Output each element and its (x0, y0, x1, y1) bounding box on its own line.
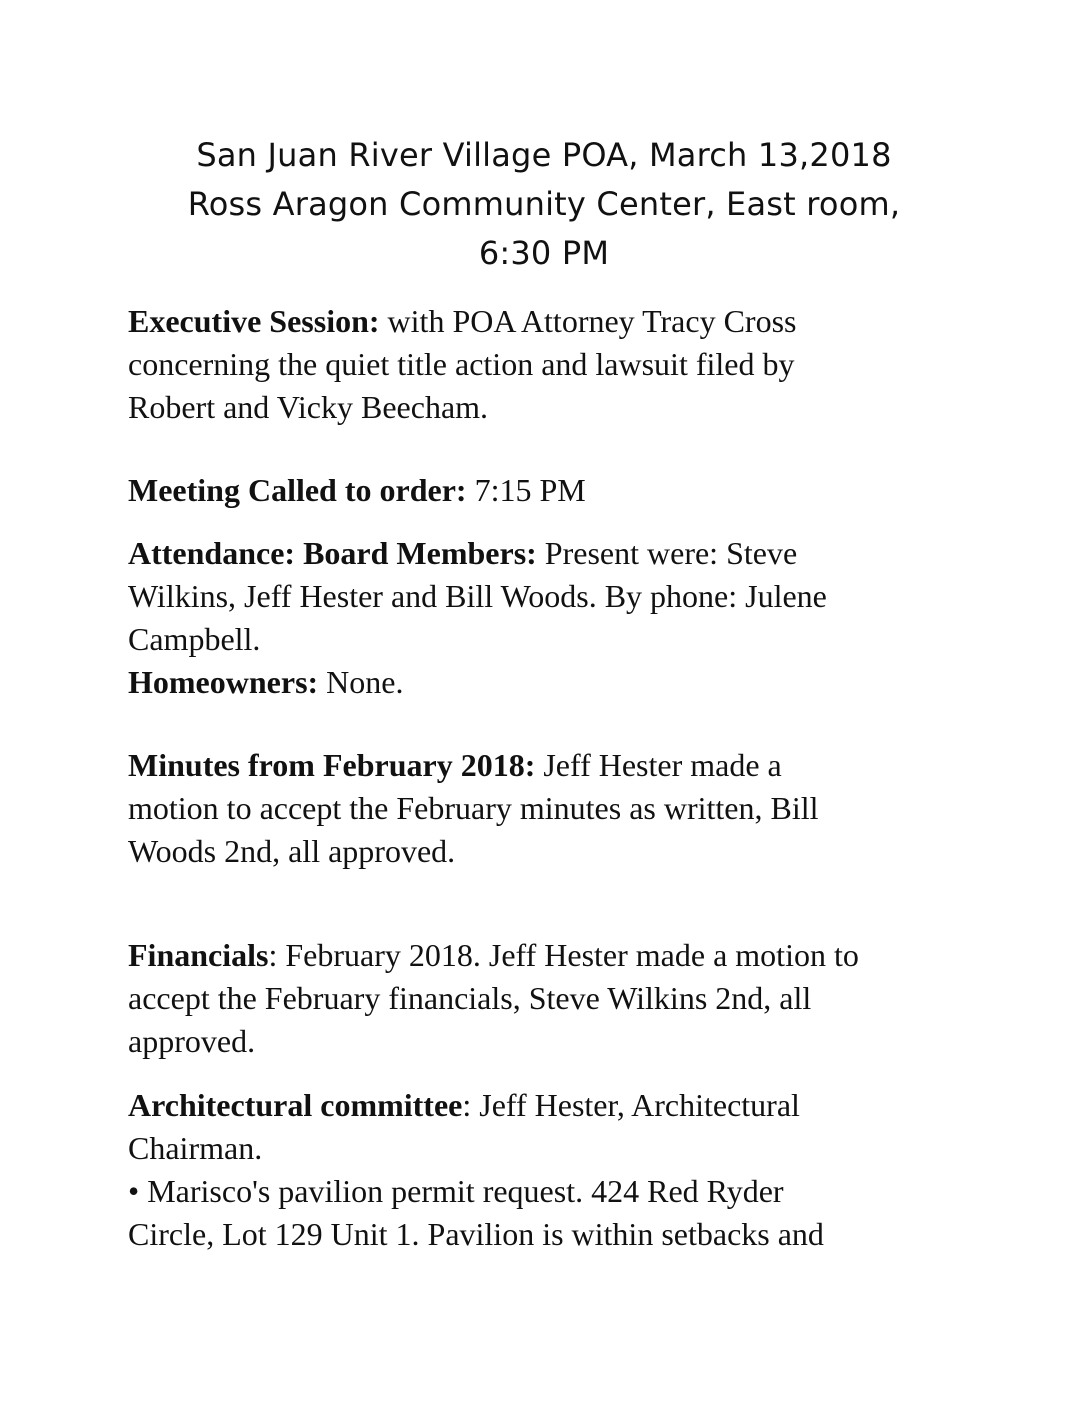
attendance-text-3: Campbell. (128, 621, 261, 657)
architectural-text-2: Chairman. (128, 1130, 263, 1166)
minutes-text-3: Woods 2nd, all approved. (128, 833, 456, 869)
executive-session-text-1: with POA Attorney Tracy Cross (379, 303, 797, 339)
architectural-text-1: : Jeff Hester, Architectural (462, 1087, 800, 1123)
minutes-label: Minutes from February 2018: (128, 747, 536, 783)
attendance-text-1: Present were: Steve (536, 535, 798, 571)
homeowners-text: None. (318, 664, 404, 700)
financials-section (128, 934, 958, 1063)
architectural-label: Architectural committee (128, 1087, 463, 1123)
title-line-1: San Juan River Village POA, March 13,2018 (196, 136, 892, 174)
financials-text-3: approved. (128, 1023, 256, 1059)
executive-session-text-3: Robert and Vicky Beecham. (128, 389, 489, 425)
financials-text-2: accept the February financials, Steve Wilkins 2nd, all (128, 980, 812, 1016)
executive-session-text-2: concerning the quiet title action and lawsuit filed by (128, 346, 795, 382)
architectural-bullet-1: • Marisco's pavilion permit request. 424 Red Ryder (128, 1173, 784, 1209)
financials-label: Financials (128, 937, 269, 973)
title-line-3: 6:30 PM (478, 234, 610, 272)
minutes-text-1: Jeff Hester made a (535, 747, 782, 783)
financials-text-1: : February 2018. Jeff Hester made a motion to (268, 937, 859, 973)
homeowners-label: Homeowners: (128, 664, 319, 700)
executive-session-section (128, 300, 958, 429)
meeting-called-label: Meeting Called to order: (128, 472, 467, 508)
attendance-label: Attendance: Board Members: (128, 535, 537, 571)
attendance-text-2: Wilkins, Jeff Hester and Bill Woods. By phone: Julene (128, 578, 827, 614)
page-title (100, 131, 988, 278)
architectural-bullet-1-cont: Circle, Lot 129 Unit 1. Pavilion is within setbacks and (128, 1216, 824, 1252)
executive-session-label: Executive Session: (128, 303, 380, 339)
meeting-called-section (128, 469, 958, 512)
architectural-section (128, 1084, 958, 1256)
title-line-2: Ross Aragon Community Center, East room, (187, 185, 901, 223)
meeting-called-text: 7:15 PM (466, 472, 586, 508)
minutes-text-2: motion to accept the February minutes as written, Bill (128, 790, 819, 826)
minutes-section (128, 744, 958, 873)
attendance-section (128, 532, 958, 704)
